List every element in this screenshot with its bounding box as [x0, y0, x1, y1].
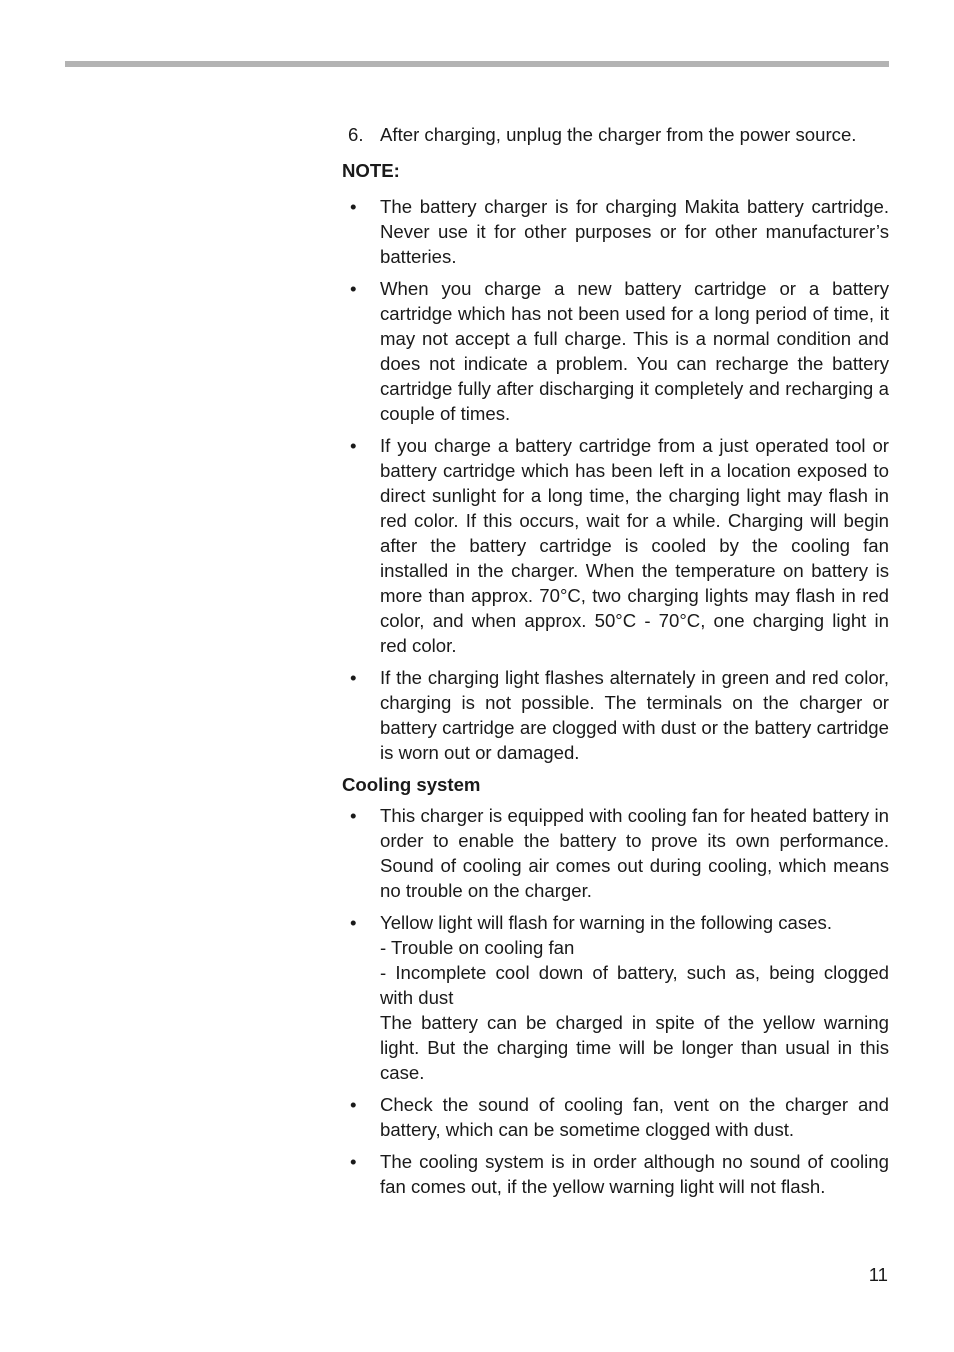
note-heading: NOTE:: [342, 160, 400, 181]
note-item-text: When you charge a new battery cartridge or a battery cartridge which has not been used for a long period of time, it may not accept a full charge. This is a normal condition and does not indicate a problem. You can recharge the battery cartridge fully after discharging it completely and recharging a couple of times.: [380, 278, 889, 424]
cooling-case-2: - Incomplete cool down of battery, such as, being clogged with dust: [380, 962, 889, 1008]
note-item-2: [342, 276, 889, 426]
cooling-item-2: [342, 910, 889, 1085]
bullet-icon: •: [350, 196, 357, 217]
bullet-icon: •: [350, 278, 357, 299]
cooling-item-4: [342, 1149, 889, 1199]
note-item-text: The battery charger is for charging Makita battery cartridge. Never use it for other purposes or for other manufacturer’s batteries.: [380, 196, 889, 267]
cooling-item-text: This charger is equipped with cooling fan for heated battery in order to enable the battery to prove its own performance. Sound of cooling air comes out during cooling, which means no trouble on the charger.: [380, 805, 889, 901]
content-column: [342, 122, 889, 1199]
bullet-icon: •: [350, 805, 357, 826]
cooling-item-text: Check the sound of cooling fan, vent on the charger and battery, which can be sometime clogged with dust.: [380, 1094, 889, 1140]
note-item-text: If you charge a battery cartridge from a just operated tool or battery cartridge which has been left in a location exposed to direct sunlight for a long time, the charging light may flash in red color. If this occurs, wait for a while. Charging will begin after the battery cartridge is cooled by the cooling fan installed in the charger. When the temperature on battery is more than approx. 70°C, two charging lights may flash in red color, and when approx. 50°C - 70°C, one charging light in red color.: [380, 435, 889, 656]
note-item-4: [342, 665, 889, 765]
header-rule: [65, 61, 889, 67]
cooling-item-3: [342, 1092, 889, 1142]
bullet-icon: •: [350, 1151, 357, 1172]
note-item-3: [342, 433, 889, 658]
bullet-icon: •: [350, 1094, 357, 1115]
step-6: [342, 122, 889, 147]
cooling-item-lead: Yellow light will flash for warning in the following cases.: [380, 912, 832, 933]
bullet-icon: •: [350, 435, 357, 456]
cooling-heading: Cooling system: [342, 774, 481, 795]
bullet-icon: •: [350, 667, 357, 688]
note-item-text: If the charging light flashes alternately in green and red color, charging is not possible. The terminals on the charger or battery cartridge are clogged with dust or the battery cartridge is worn out or damaged.: [380, 667, 889, 763]
step-number: 6.: [348, 124, 364, 145]
note-item-1: [342, 194, 889, 269]
cooling-item-1: [342, 803, 889, 903]
cooling-item-text: The cooling system is in order although no sound of cooling fan comes out, if the yellow warning light will not flash.: [380, 1151, 889, 1197]
page-number: 11: [868, 1264, 888, 1285]
bullet-icon: •: [350, 912, 357, 933]
cooling-item-follow: The battery can be charged in spite of the yellow warning light. But the charging time will be longer than usual in this case.: [380, 1012, 889, 1083]
step-text: After charging, unplug the charger from the power source.: [380, 124, 857, 145]
cooling-case-1: - Trouble on cooling fan: [380, 937, 575, 958]
